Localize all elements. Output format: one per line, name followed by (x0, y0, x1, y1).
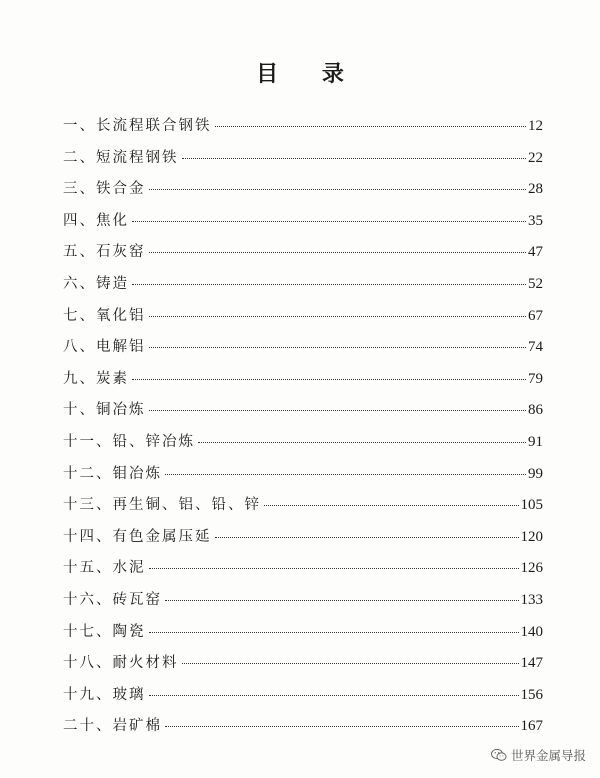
toc-leader-dots (149, 410, 527, 411)
toc-entry-label: 十七、陶瓷 (63, 623, 146, 640)
toc-entry-label: 十五、水泥 (63, 560, 146, 577)
toc-entry-page-number: 91 (528, 433, 543, 450)
toc-entry-label: 十二、钼冶炼 (63, 465, 162, 482)
toc-entry-page-number: 74 (528, 339, 543, 356)
toc-entry (63, 367, 543, 399)
toc-leader-dots (132, 221, 526, 222)
wechat-icon (491, 748, 507, 762)
toc-entry (63, 651, 543, 683)
toc-entry-label: 五、石灰窑 (63, 244, 146, 261)
watermark-text: 世界金属导报 (510, 748, 586, 763)
toc-entry-page-number: 12 (528, 118, 543, 134)
toc-leader-dots (149, 189, 527, 190)
toc-entry-label: 七、氧化铝 (63, 307, 146, 324)
toc-entry-page-number: 35 (528, 212, 543, 229)
toc-entry-label: 八、电解铝 (63, 339, 146, 356)
toc-entry-page-number: 52 (528, 275, 543, 292)
toc-entry (63, 462, 543, 494)
toc-entry-page-number: 133 (520, 591, 543, 608)
toc-leader-dots (149, 252, 527, 253)
toc-entry-page-number: 67 (528, 307, 543, 324)
toc-entry (63, 272, 543, 304)
toc-entry-page-number: 120 (520, 528, 543, 545)
toc-entry-label: 十一、铅、锌冶炼 (63, 433, 195, 450)
toc-entry (63, 556, 543, 588)
toc-entry-label: 二、短流程钢铁 (63, 149, 179, 166)
table-of-contents (63, 114, 543, 746)
toc-entry (63, 209, 543, 241)
toc-entry-label: 十四、有色金属压延 (63, 528, 212, 545)
toc-entry-page-number: 140 (520, 623, 543, 640)
toc-leader-dots (149, 632, 519, 633)
toc-entry-page-number: 28 (528, 181, 543, 198)
toc-entry-page-number: 147 (520, 655, 543, 672)
page-title: 目 录 (256, 61, 362, 87)
toc-entry-page-number: 22 (528, 149, 543, 166)
toc-leader-dots (149, 316, 527, 317)
toc-entry (63, 177, 543, 209)
toc-entry (63, 240, 543, 272)
toc-leader-dots (149, 695, 519, 696)
toc-leader-dots (149, 347, 527, 348)
toc-entry (63, 620, 543, 652)
toc-entry-label: 三、铁合金 (63, 181, 146, 198)
toc-leader-dots (198, 442, 526, 443)
toc-entry (63, 398, 543, 430)
toc-entry-label: 十九、玻璃 (63, 686, 146, 703)
toc-leader-dots (182, 158, 527, 159)
toc-leader-dots (264, 505, 519, 506)
toc-leader-dots (132, 379, 526, 380)
toc-entry (63, 714, 543, 746)
toc-entry (63, 146, 543, 178)
toc-entry-page-number: 99 (528, 465, 543, 482)
toc-leader-dots (215, 537, 519, 538)
toc-entry (63, 430, 543, 462)
toc-entry (63, 525, 543, 557)
toc-entry (63, 588, 543, 620)
toc-entry-page-number: 86 (528, 402, 543, 419)
toc-entry-page-number: 156 (520, 686, 543, 703)
toc-entry-page-number: 105 (520, 497, 543, 514)
toc-entry-label: 十三、再生铜、铝、铅、锌 (63, 497, 261, 514)
toc-entry-label: 六、铸造 (63, 275, 129, 292)
toc-entry-label: 二十、岩矿棉 (63, 718, 162, 735)
toc-entry-page-number: 79 (528, 370, 543, 387)
toc-entry (63, 304, 543, 336)
toc-entry-label: 十六、砖瓦窑 (63, 591, 162, 608)
toc-leader-dots (149, 568, 519, 569)
toc-leader-dots (215, 126, 527, 127)
toc-entry-page-number: 126 (520, 560, 543, 577)
toc-entry-page-number: 167 (520, 718, 543, 735)
toc-entry-label: 十八、耐火材料 (63, 655, 179, 672)
toc-leader-dots (165, 726, 519, 727)
toc-entry-label: 十、铜冶炼 (63, 402, 146, 419)
toc-entry-label: 四、焦化 (63, 212, 129, 229)
watermark (491, 746, 586, 764)
toc-entry (63, 114, 543, 146)
toc-leader-dots (182, 663, 519, 664)
toc-leader-dots (165, 474, 526, 475)
toc-entry (63, 493, 543, 525)
toc-leader-dots (165, 600, 519, 601)
toc-entry-label: 九、炭素 (63, 370, 129, 387)
toc-leader-dots (132, 284, 526, 285)
toc-entry-label: 一、长流程联合钢铁 (63, 118, 212, 134)
toc-entry (63, 335, 543, 367)
toc-entry-page-number: 47 (528, 244, 543, 261)
toc-entry (63, 683, 543, 715)
